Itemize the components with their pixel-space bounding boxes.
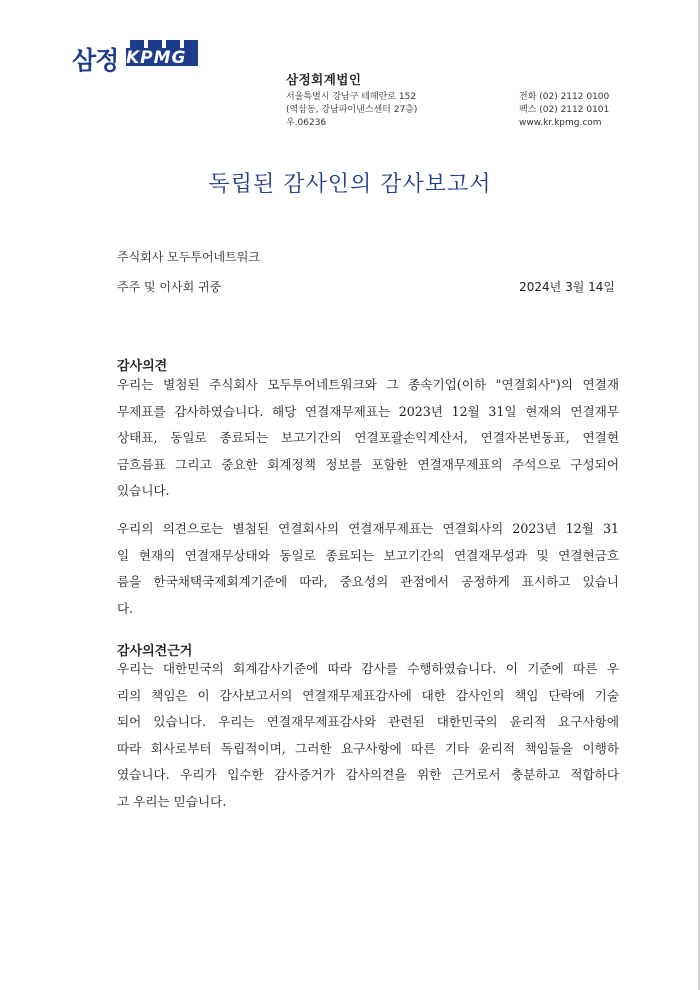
firm-name: 삼정회계법인 (286, 72, 362, 87)
text-line: 금흐름표 그리고 중요한 회계정책 정보를 포함한 연결재무제표의 주석으로 구성되어 (117, 456, 619, 472)
kpmg-logo (68, 38, 208, 78)
logo-kpmg-mark (120, 44, 200, 74)
text-line: 였습니다. 우리가 입수한 감사증거가 감사의견을 위한 근거로서 충분하고 적합하다 (117, 767, 619, 782)
text-line: 일 현재의 연결재무상태와 동일로 종료되는 보고기간의 연결재무성과 및 연결현금흐 (117, 547, 619, 563)
addressee-recipients: 주주 및 이사회 귀중 (117, 280, 222, 294)
text-line: 우리는 대한민국의 회계감사기준에 따라 감사를 수행하였습니다. 이 기준에 따른 우 (117, 661, 619, 676)
text-line: 무제표를 감사하였습니다. 해당 연결재무제표는 2023년 12월 31일 현재의 연결재무 (117, 403, 619, 419)
text-line: 따라 회사로부터 독립적이며, 그러한 요구사항에 따른 기타 윤리적 책임들을 이행하 (117, 740, 619, 756)
text-line: 있습니다. (117, 483, 170, 498)
text-line: 다. (117, 600, 134, 616)
report-date: 2024년 3월 14일 (519, 280, 615, 294)
section-heading-basis: 감사의견근거 (117, 644, 193, 659)
addressee-company: 주식회사 모두투어네트워크 (117, 250, 260, 264)
text-line: 되어 있습니다. 우리는 연결재무제표감사와 관련된 대한민국의 윤리적 요구사항에 (117, 714, 619, 729)
report-title: 독립된 감사인의 감사보고서 (208, 172, 492, 197)
text-line: 고 우리는 믿습니다. (117, 793, 227, 809)
opinion-paragraph-1 (117, 372, 619, 505)
fax-line: 팩스 (02) 2112 0101 (519, 105, 610, 115)
address-line: (역삼동, 강남파이낸스센터 27층) (286, 105, 418, 115)
text-line: 리의 책임은 이 감사보고서의 연결재무제표감사에 대한 감사인의 책임 단락에 기술 (117, 687, 619, 703)
basis-paragraph-1 (117, 656, 619, 815)
address-line: 서울특별시 강남구 테헤란로 152 (286, 92, 417, 102)
opinion-paragraph-2 (117, 516, 619, 622)
address-line: 우.06236 (286, 118, 327, 128)
text-line: 우리는 별첨된 주식회사 모두투어네트워크와 그 종속기업(이하 "연결회사")의 연결재 (117, 377, 619, 392)
phone-line: 전화 (02) 2112 0100 (519, 92, 610, 102)
text-line: 름을 한국채택국제회계기준에 따라, 중요성의 관점에서 공정하게 표시하고 있습니 (117, 574, 619, 589)
firm-address (286, 91, 417, 130)
firm-contact (519, 91, 609, 130)
logo-kpmg-text: KPMG (126, 48, 187, 68)
text-line: 상태표, 동일로 종료되는 보고기간의 연결포괄손익계산서, 연결자본변동표, 연결현 (117, 430, 619, 445)
website-line: www.kr.kpmg.com (519, 118, 602, 128)
section-heading-opinion: 감사의견 (117, 359, 168, 374)
logo-korean-text: 삼정 (72, 46, 119, 75)
text-line: 우리의 의견으로는 별첨된 연결회사의 연결재무제표는 연결회사의 2023년 12월 31 (117, 521, 619, 536)
